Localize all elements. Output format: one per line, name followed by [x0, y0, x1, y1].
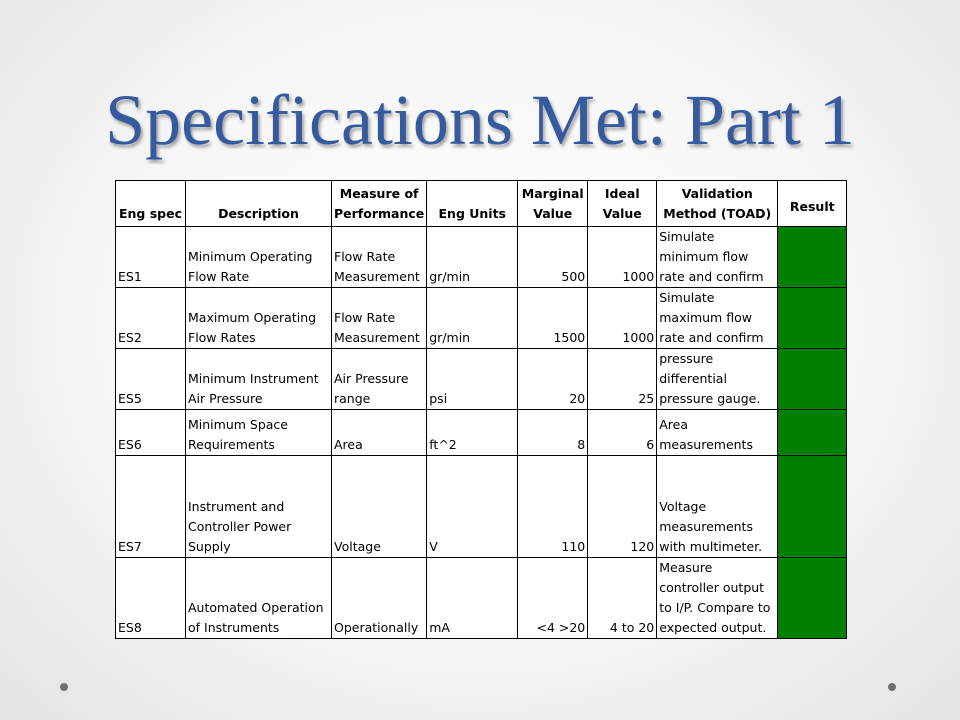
- validation-line: rate and confirm: [659, 330, 764, 345]
- eng-spec-cell: ES8: [116, 558, 186, 639]
- description-cell: [186, 288, 332, 349]
- specifications-table: [115, 180, 847, 639]
- validation-line: expected output.: [659, 620, 767, 635]
- measure-line: Operationally: [334, 620, 419, 635]
- right-slide-dot: [888, 683, 896, 691]
- eng-spec-cell: ES5: [116, 349, 186, 410]
- measure-cell: [332, 349, 427, 410]
- validation-line: Measure: [659, 560, 713, 575]
- validation-line: measurements: [659, 437, 753, 452]
- validation-cell: [657, 456, 778, 558]
- header-marginal-line1: Marginal: [521, 186, 584, 201]
- description-line: Minimum Instrument: [188, 371, 319, 386]
- eng-spec-cell: ES6: [116, 410, 186, 456]
- validation-line: Voltage: [659, 499, 707, 514]
- header-ideal-line1: Ideal: [604, 186, 640, 201]
- marginal-value-cell: 500: [518, 227, 588, 288]
- ideal-value-cell: 120: [588, 456, 657, 558]
- description-cell: [186, 558, 332, 639]
- validation-cell: [657, 410, 778, 456]
- table-row: [116, 227, 847, 288]
- eng-units-cell: mA: [427, 558, 518, 639]
- header-eng-spec: Eng spec: [116, 181, 186, 227]
- measure-line: Area: [334, 437, 363, 452]
- validation-cell: [657, 558, 778, 639]
- header-measure-line1: Measure of: [339, 186, 419, 201]
- measure-cell: [332, 558, 427, 639]
- validation-line: Area: [659, 417, 689, 432]
- measure-line: Flow Rate: [334, 249, 396, 264]
- measure-line: Flow Rate: [334, 310, 396, 325]
- validation-line: controller output: [659, 580, 765, 595]
- validation-cell: [657, 288, 778, 349]
- description-line: Maximum Operating: [188, 310, 317, 325]
- eng-units-cell: psi: [427, 349, 518, 410]
- eng-spec-cell: ES2: [116, 288, 186, 349]
- validation-line: with multimeter.: [659, 539, 763, 554]
- header-ideal: [588, 181, 657, 227]
- description-cell: [186, 456, 332, 558]
- table-row: [116, 558, 847, 639]
- description-line: Minimum Space: [188, 417, 288, 432]
- ideal-value-cell: 6: [588, 410, 657, 456]
- description-line: Flow Rates: [188, 330, 256, 345]
- description-line: Requirements: [188, 437, 275, 452]
- left-slide-dot: [60, 683, 68, 691]
- table-row: [116, 288, 847, 349]
- measure-cell: [332, 410, 427, 456]
- header-validation: [657, 181, 778, 227]
- table-row: [116, 456, 847, 558]
- ideal-value-cell: 25: [588, 349, 657, 410]
- validation-line: rate and confirm: [659, 269, 764, 284]
- validation-line: differential: [659, 371, 727, 386]
- description-cell: [186, 349, 332, 410]
- header-eng-units: Eng Units: [427, 181, 518, 227]
- marginal-value-cell: 8: [518, 410, 588, 456]
- header-measure: [332, 181, 427, 227]
- result-cell: [778, 227, 847, 288]
- result-cell: [778, 410, 847, 456]
- result-cell: [778, 288, 847, 349]
- eng-units-cell: gr/min: [427, 288, 518, 349]
- ideal-value-cell: 1000: [588, 288, 657, 349]
- table-body: [116, 227, 847, 639]
- validation-line: to I/P. Compare to: [659, 600, 771, 615]
- measure-line: Voltage: [334, 539, 381, 554]
- validation-line: measurements: [659, 519, 753, 534]
- result-cell: [778, 456, 847, 558]
- measure-cell: [332, 227, 427, 288]
- eng-units-cell: V: [427, 456, 518, 558]
- marginal-value-cell: 1500: [518, 288, 588, 349]
- header-validation-line1: Validation: [681, 186, 753, 201]
- measure-cell: [332, 288, 427, 349]
- header-result: Result: [778, 181, 847, 227]
- header-row: [116, 181, 847, 227]
- measure-line: Measurement: [334, 269, 420, 284]
- validation-line: minimum flow: [659, 249, 749, 264]
- description-line: Supply: [188, 539, 231, 554]
- validation-cell: [657, 349, 778, 410]
- validation-line: maximum flow: [659, 310, 752, 325]
- description-cell: [186, 410, 332, 456]
- measure-line: Measurement: [334, 330, 420, 345]
- marginal-value-cell: 20: [518, 349, 588, 410]
- header-ideal-line2: Value: [602, 206, 642, 221]
- description-line: Controller Power: [188, 519, 292, 534]
- ideal-value-cell: 4 to 20: [588, 558, 657, 639]
- description-line: Automated Operation: [188, 600, 324, 615]
- table-row: [116, 349, 847, 410]
- description-line: Instrument and: [188, 499, 285, 514]
- marginal-value-cell: 110: [518, 456, 588, 558]
- description-cell: [186, 227, 332, 288]
- validation-cell: [657, 227, 778, 288]
- ideal-value-cell: 1000: [588, 227, 657, 288]
- header-marginal-line2: Value: [533, 206, 573, 221]
- eng-spec-cell: ES7: [116, 456, 186, 558]
- header-validation-line2: Method (TOAD): [663, 206, 772, 221]
- header-marginal: [518, 181, 588, 227]
- validation-line: pressure gauge.: [659, 391, 761, 406]
- validation-line: Simulate: [659, 229, 715, 244]
- description-line: Flow Rate: [188, 269, 250, 284]
- description-line: of Instruments: [188, 620, 280, 635]
- eng-spec-cell: ES1: [116, 227, 186, 288]
- measure-cell: [332, 456, 427, 558]
- measure-line: range: [334, 391, 371, 406]
- description-line: Minimum Operating: [188, 249, 313, 264]
- eng-units-cell: gr/min: [427, 227, 518, 288]
- description-line: Air Pressure: [188, 391, 263, 406]
- header-measure-line2: Performance: [334, 206, 425, 221]
- header-description: Description: [186, 181, 332, 227]
- validation-line: pressure: [659, 351, 714, 366]
- eng-units-cell: ft^2: [427, 410, 518, 456]
- measure-line: Air Pressure: [334, 371, 409, 386]
- result-cell: [778, 349, 847, 410]
- marginal-value-cell: <4 >20: [518, 558, 588, 639]
- result-cell: [778, 558, 847, 639]
- validation-line: Simulate: [659, 290, 715, 305]
- table-row: [116, 410, 847, 456]
- slide-title: Specifications Met: Part 1: [105, 80, 855, 160]
